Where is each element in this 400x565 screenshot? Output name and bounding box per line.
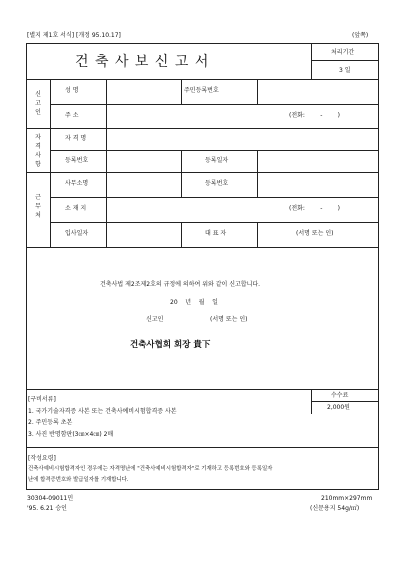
address-label: 주 소 — [65, 112, 79, 119]
form-title: 건 축 사 보 신 고 서 — [75, 54, 210, 70]
cert-reg-no-field[interactable] — [107, 151, 180, 171]
office-name-field[interactable] — [107, 173, 180, 196]
form-code: 30304-09011민 — [27, 495, 74, 502]
paper-size: 210mm×297mm — [321, 495, 373, 502]
form-reference: [별지 제1호 서식] [개정 95.10.17] — [27, 32, 121, 39]
workplace-phone: (전화: - ) — [289, 205, 340, 212]
hire-date-label: 입사일자 — [65, 230, 89, 237]
cert-name-label: 자 격 명 — [65, 135, 87, 142]
representative-sign: (서명 또는 인) — [296, 230, 334, 237]
fee-value: 2,000원 — [327, 404, 350, 411]
cert-name-field[interactable] — [107, 129, 378, 149]
attachment-item: 3. 사진 반명함판(3㎝×4㎝) 2매 — [28, 431, 114, 438]
signer-label: 신고인 — [146, 316, 164, 323]
fee-label: 수수료 — [331, 392, 349, 399]
notes-title: [작성요령] — [28, 455, 56, 462]
name-field[interactable] — [107, 80, 180, 103]
section-workplace-label: 근무처 — [35, 194, 41, 219]
declaration-statement: 건축사법 제2조제2호의 규정에 의하여 위와 같이 신고합니다. — [100, 281, 261, 288]
location-field[interactable] — [107, 198, 287, 221]
notes-line-1: 건축사예비시험합격자인 경우에는 자격명난에 "건축사예비시험합격자"로 기재하고 등록번호와 등록일자 — [28, 466, 273, 472]
rrn-field[interactable] — [258, 80, 378, 103]
page-side-label: (앞쪽) — [352, 32, 369, 39]
hire-date-field[interactable] — [107, 223, 180, 246]
cert-reg-no-label: 등록번호 — [65, 157, 89, 164]
approval-date: '95. 6.21 승인 — [27, 505, 67, 512]
processing-period-value: 3 일 — [339, 67, 351, 74]
attachment-item: 2. 주민등록 초본 — [28, 419, 73, 426]
address-field[interactable] — [107, 105, 287, 127]
paper-type: (신문용지 54g/㎡) — [310, 505, 360, 512]
section-applicant-label: 신고인 — [35, 91, 41, 116]
representative-label: 대 표 자 — [205, 230, 227, 237]
declaration-date: 20 년 월 일 — [170, 299, 218, 306]
signer-sign: (서명 또는 인) — [210, 316, 248, 323]
office-reg-no-field[interactable] — [258, 173, 378, 196]
applicant-phone: (전화: - ) — [289, 112, 340, 119]
office-reg-no-label: 등록번호 — [205, 180, 229, 187]
attachments-title: [구비서류] — [28, 396, 56, 403]
office-name-label: 사무소명 — [65, 180, 89, 187]
cert-reg-date-label: 등록일자 — [205, 157, 229, 164]
name-label: 성 명 — [65, 87, 79, 94]
notes-line-2: 난에 합격증번호와 발급일자를 기재합니다. — [28, 477, 129, 483]
cert-reg-date-field[interactable] — [258, 151, 378, 171]
location-label: 소 재 지 — [65, 205, 87, 212]
attachment-item: 1. 국가기술자격증 사본 또는 건축사예비시험합격증 사본 — [28, 408, 177, 415]
recipient: 건축사협회 회장 貴下 — [130, 340, 211, 350]
section-qualification-label: 자격사항 — [35, 134, 41, 168]
rrn-label: 주민등록번호 — [184, 87, 219, 94]
processing-period-label: 처리기간 — [331, 49, 355, 56]
